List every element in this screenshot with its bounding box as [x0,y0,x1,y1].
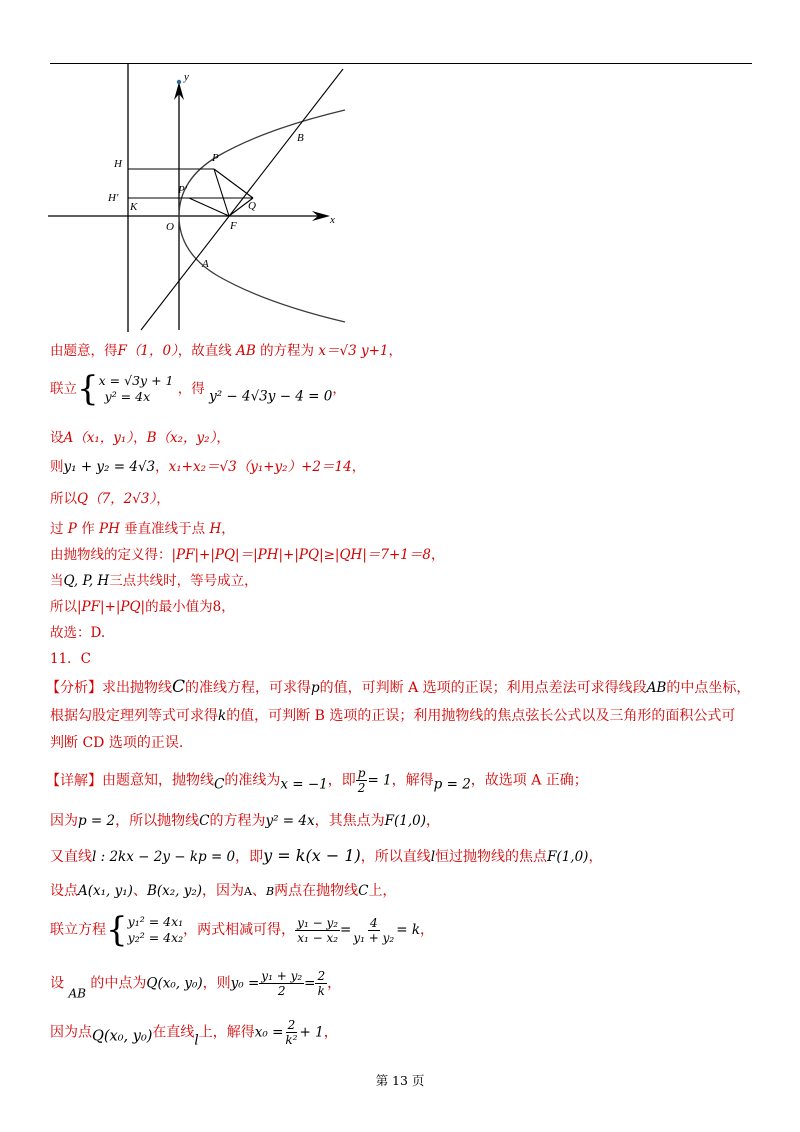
t: ，解得 [391,772,434,789]
detail-tag: 【详解】 [46,772,102,789]
t: 三点共线时，等号成立， [109,573,258,589]
den: 2 [357,781,366,795]
line-13 [50,706,735,726]
t: 、 [132,883,147,899]
line-21 [50,1018,338,1058]
line-2 [50,369,346,410]
t: y₁ + y₂ = 4√3 [63,459,156,475]
t: 、 [252,883,266,899]
label-x: x [330,214,335,226]
t: + 1 [299,1024,324,1041]
t: AB [68,986,86,1001]
t: F(1,0) [384,813,426,829]
t: 因为 [50,813,78,829]
t: 8 [212,599,222,615]
t: Q(x₀, y₀) [146,975,203,992]
label-Q: Q [248,200,256,212]
t: 上， [368,883,397,899]
t: 的中点坐标， [666,680,751,696]
fraction-p-over-2 [356,766,368,795]
t: 恒过抛物线的焦点 [435,849,548,865]
t: 的准线方程，可求得 [185,680,312,696]
t: l [194,1032,199,1049]
segment-P'F [189,198,229,216]
t: ， [420,922,435,938]
label-H-prime: H' [108,192,119,204]
t: ，故直线 [177,343,232,359]
t: 由题意知，抛物线 [102,772,214,789]
t: AB [646,680,667,696]
t: ， [133,430,147,446]
line-16 [50,811,440,831]
t: 设 [50,430,64,446]
t: B(x₂, y₂) [146,883,203,899]
left-brace: { [106,910,128,950]
t: 设 [50,975,64,992]
t: ， [221,599,235,615]
num: 4 [369,915,378,930]
t: P [67,521,77,537]
line-7 [50,545,444,565]
t: ， [216,430,230,446]
t: ， [155,459,169,475]
system-eq [128,914,184,946]
t: 则 [50,459,64,475]
t: ， [221,521,235,537]
t: x₀ = [254,1024,284,1041]
t: ， [323,1024,338,1041]
t: x₁+x₂＝√3（y₁+y₂）+2＝14 [168,459,352,475]
t: ， [430,547,445,563]
t: ， [156,491,170,507]
t: 的中点为 [90,975,147,992]
eq-2: y² = 4x [104,389,151,404]
num: p [357,766,366,780]
line-14 [50,733,183,753]
t: ，即 [235,849,264,865]
label-P: P [212,152,219,164]
label-B: B [297,132,304,144]
t: ， [425,813,440,829]
y-axis-dot [177,80,181,84]
t: k [218,708,227,724]
t: 由题意，得 [50,343,118,359]
t: 的值，可判断 A 选项的正误；利用点差法可求得线段 [319,680,647,696]
figure-svg [40,64,370,336]
fraction-midpoint [259,969,304,998]
t: ， [388,343,402,359]
t: p = 2 [78,813,116,829]
system-eq [99,373,174,405]
t: 的准线为 [224,772,281,789]
t: 联立方程 [50,922,106,938]
t: ，得 [177,381,205,397]
label-A: A [202,258,209,270]
t: y = k(x − 1) [263,846,361,865]
t: H [209,521,222,537]
page-footer: 第 13 页 [375,1073,425,1088]
t: B [266,885,275,898]
num: y₁ − y₂ [297,915,339,930]
t: 设点 [50,883,78,899]
chord-line [141,69,343,330]
den: k [317,984,325,998]
t: |PF|+|PQ|＝|PH|+|PQ|≥|QH|＝7+1＝8 [171,547,431,563]
t: C [199,813,210,829]
t: = [340,922,352,938]
label-y: y [184,71,189,83]
t: F(1,0) [547,849,589,865]
t: 根据勾股定理列等式可求得 [50,708,218,724]
t: Q(x₀, y₀) [92,1028,153,1045]
t: A [244,885,252,898]
t: Q, P, H [63,573,110,589]
num: 2 [287,1018,296,1032]
den: y₁ + y₂ [353,930,395,945]
t: A（x₁，y₁） [63,430,134,446]
line-4 [50,457,365,477]
t: y² − 4√3y − 4 = 0 [209,388,333,405]
den: 2 [277,984,286,998]
line-1 [50,341,402,361]
t: 的最小值为 [145,599,213,615]
t: F（1，0） [117,343,178,359]
t: 所以 [50,599,77,615]
t: ， [327,975,342,992]
t: x＝√3 y+1 [318,343,389,359]
line-15 [46,766,588,800]
left-brace: { [77,369,99,409]
t: ， [332,381,346,397]
line-18 [50,881,396,902]
t: Q（7，2√3） [77,491,157,507]
segment-PQ [214,169,253,198]
t: = [304,975,316,992]
t: AB [236,343,256,359]
t: 又直线 [50,849,92,865]
t: ，故选项 A 正确； [470,772,588,789]
t: 联立 [50,381,77,397]
label-H: H [114,158,122,170]
t: p [311,680,320,696]
fraction-2-over-k [315,969,327,998]
line-12 [46,677,751,698]
t: ，即 [327,772,356,789]
t: = 1 [367,772,392,789]
t: 故选：D. [50,625,106,641]
t: ，所以抛物线 [115,813,200,829]
t: C [172,677,186,697]
t: 在直线 [152,1024,195,1041]
t: 的值，可判断 B 选项的正误；利用抛物线的焦点弦长公式以及三角形的面积公式可 [226,708,736,724]
t: x = −1 [280,776,328,793]
t: 由抛物线的定义得： [50,547,172,563]
line-5 [50,489,170,509]
t: 作 [81,521,95,537]
line-9 [50,597,235,617]
t: ， [588,849,603,865]
den: k² [285,1033,298,1047]
analysis-tag: 【分析】 [46,680,102,696]
den: x₁ − x₂ [297,930,339,945]
t: 当 [50,573,64,589]
question-number: 11．C [50,651,92,667]
eq-1: x = √3y + 1 [98,373,174,388]
line-10 [50,623,105,643]
line-8 [50,571,258,591]
t: ，两式相减可得， [183,922,296,938]
t: 的方程为 [260,343,315,359]
fraction-slope [295,916,340,945]
t: l [430,849,436,865]
t: 的方程为 [209,813,266,829]
t: ，因为 [202,883,245,899]
label-P-prime: P' [178,184,188,196]
t: C [214,776,225,793]
t: 所以 [50,491,77,507]
t: C [358,883,369,899]
t: ，所以直线 [360,849,431,865]
t: 因为点 [50,1024,92,1041]
fraction-2-over-k2 [283,1018,299,1047]
eq-1: y₁² = 4x₁ [127,914,184,929]
t: y₀ = [230,975,260,992]
t: 过 [50,521,64,537]
t: |PF|+|PQ| [77,599,146,615]
line-17 [50,846,602,867]
t: 上，解得 [198,1024,255,1041]
t: p = 2 [433,776,471,793]
num: y₁ + y₂ [261,969,303,983]
eq-2: y₂² = 4x₂ [127,930,184,945]
t: PH [98,521,120,537]
t: l : 2kx − 2y − kp = 0 [92,849,236,865]
t: = k [396,922,421,938]
t: ， [351,459,366,475]
t: 垂直准线于点 [124,521,206,537]
t: 两点在抛物线 [274,883,359,899]
t: 判断 CD 选项的正误. [50,735,184,751]
line-3 [50,428,230,448]
t: 求出抛物线 [102,680,172,696]
line-20 [50,969,341,1009]
line-6 [50,519,235,539]
line-11 [50,649,91,669]
t: ，其焦点为 [314,813,385,829]
fraction-4-over-sum [351,916,396,945]
t: y² = 4x [265,813,315,829]
t: A(x₁, y₁) [78,883,133,899]
label-O: O [166,221,174,233]
t: B（x₂，y₂） [146,430,217,446]
segment-PF [214,169,229,216]
num: 2 [317,969,326,983]
line-19 [50,910,435,955]
t: ，则 [202,975,231,992]
parabola-figure [40,64,370,336]
label-K: K [130,201,138,213]
label-F: F [230,220,237,232]
